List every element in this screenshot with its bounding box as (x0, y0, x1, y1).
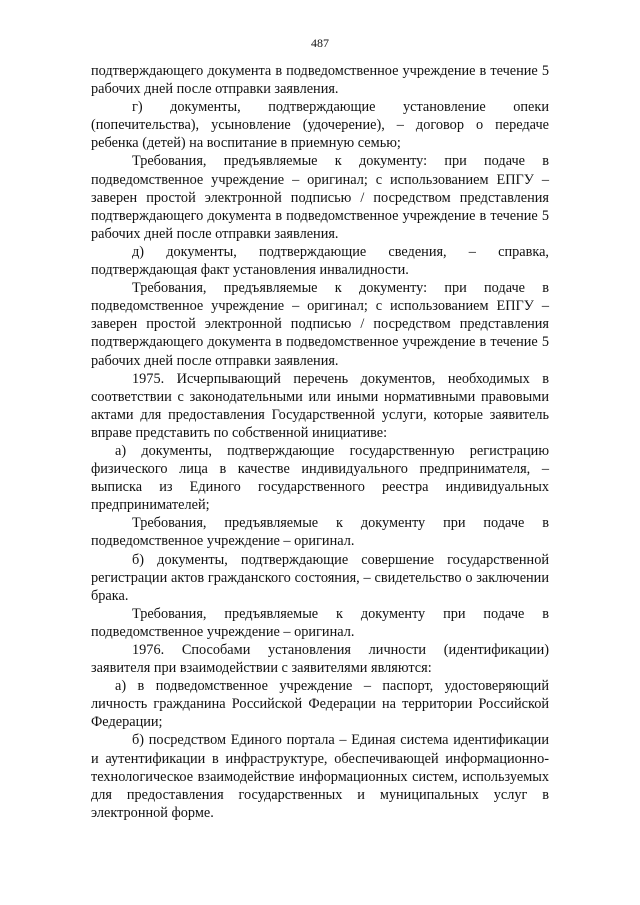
paragraph-item-a: а) в подведомственное учреждение – паспорт, удостоверяющий личность гражданина Российской Федерации на территории Российской Федерации; (91, 678, 549, 731)
paragraph-requirements: Требования, предъявляемые к документу при подаче в подведомственное учреждение – оригинал. (91, 605, 549, 640)
paragraph-item-a: а) документы, подтверждающие государственную регистрацию физического лица в качестве индивидуального предпринимателя, – выписка из Единого государственного реестра индивидуальных предпринимателей; (91, 442, 549, 514)
paragraph-item-b: б) посредством Единого портала – Единая система идентификации и аутентификации в инфраструктуре, обеспечивающей информационно-технологическое взаимодействие информационных систем, используемых для предоставления государственных и муниципальных услуг в электронной форме. (91, 732, 549, 821)
document-body (91, 62, 549, 822)
paragraph-requirements: Требования, предъявляемые к документу при подаче в подведомственное учреждение – оригинал. (91, 515, 549, 550)
paragraph-item-g: г) документы, подтверждающие установление опеки (попечительства), усыновление (удочерение), – договор о передаче ребенка (детей) на воспитание в приемную семью; (91, 99, 549, 152)
paragraph-item-d: д) документы, подтверждающие сведения, – справка, подтверждающая факт установления инвалидности. (91, 243, 549, 279)
paragraph-item-b: б) документы, подтверждающие совершение государственной регистрации актов гражданского состояния, – свидетельство о заключении брака. (91, 551, 549, 604)
paragraph-clause-1975: 1975. Исчерпывающий перечень документов, необходимых в соответствии с законодательными или иными нормативными правовыми актами для предоставления Государственной услуги, которые заявитель вправе представить по собственной инициативе: (91, 370, 549, 441)
paragraph-clause-1976: 1976. Способами установления личности (идентификации) заявителя при взаимодействии с заявителями являются: (91, 642, 549, 677)
paragraph-requirements: Требования, предъявляемые к документу: при подаче в подведомственное учреждение – оригинал; с использованием ЕПГУ – заверен простой электронной подписью / посредством представления подтверждающего документа в подведомственное учреждение в течение 5 рабочих дней после отправки заявления. (91, 280, 549, 369)
page-number: 487 (311, 36, 329, 50)
paragraph-requirements: Требования, предъявляемые к документу: при подаче в подведомственное учреждение – оригинал; с использованием ЕПГУ – заверен простой электронной подписью / посредством представления подтверждающего документа в подведомственное учреждение в течение 5 рабочих дней после отправки заявления. (91, 153, 549, 242)
paragraph-continuation: подтверждающего документа в подведомственное учреждение в течение 5 рабочих дней после отправки заявления. (91, 63, 549, 98)
